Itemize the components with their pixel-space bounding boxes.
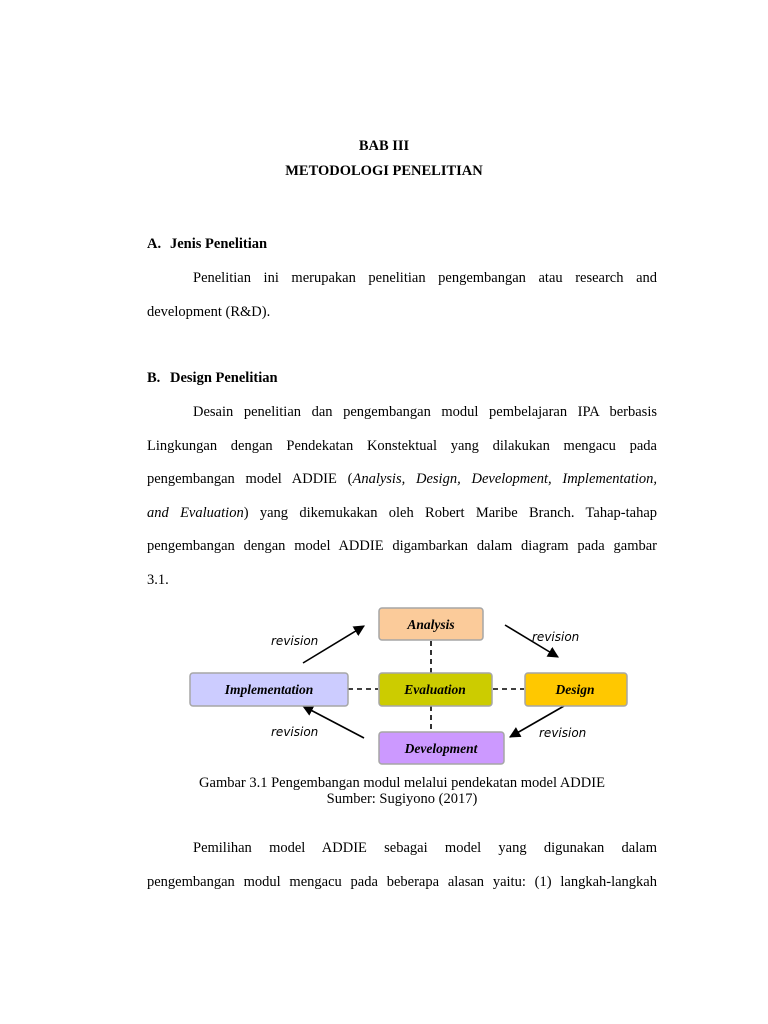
figure-source: Sumber: Sugiyono (2017) (326, 791, 478, 807)
analysis-box (379, 608, 483, 640)
paragraph-line: pengembangan model ADDIE (Analysis, Design, Development, Implementation, (147, 471, 657, 488)
section-b-heading (147, 370, 278, 387)
analysis-label: Analysis (407, 617, 455, 632)
section-a-number: A. (147, 236, 162, 252)
evaluation-box (379, 673, 492, 706)
section-b-number: B. (147, 370, 161, 386)
addie-diagram (180, 600, 640, 770)
chapter-number: BAB III (358, 138, 410, 154)
section-b-paragraph (147, 396, 657, 598)
chapter-title: METODOLOGI PENELITIAN (285, 163, 483, 179)
design-label: Design (555, 682, 595, 697)
revision-label-bottom-left: revision (271, 725, 319, 739)
paragraph-line: Lingkungan dengan Pendekatan Konstektual yang dilakukan mengacu pada (147, 437, 657, 454)
paragraph-line: Penelitian ini merupakan penelitian pengembangan atau research and (193, 270, 657, 286)
evaluation-label: Evaluation (404, 682, 466, 697)
section-a-title: Jenis Penelitian (170, 236, 268, 252)
development-label: Development (404, 741, 478, 756)
section-b-title: Design Penelitian (170, 370, 278, 386)
paragraph-line: Desain penelitian dan pengembangan modul pembelajaran IPA berbasis (193, 404, 657, 420)
paragraph-line: Pemilihan model ADDIE sebagai model yang digunakan dalam (193, 840, 657, 856)
paragraph-line: development (R&D). (147, 303, 271, 320)
paragraph-line: pengembangan modul mengacu pada beberapa alasan yaitu: (1) langkah-langkah (147, 873, 657, 890)
implementation-label: Implementation (224, 682, 314, 697)
revision-label-bottom-right: revision (539, 726, 587, 740)
section-a-heading (147, 236, 267, 253)
design-box (525, 673, 627, 706)
paragraph-line: and Evaluation) yang dikemukakan oleh Robert Maribe Branch. Tahap-tahap (147, 504, 657, 521)
paragraph-line: 3.1. (147, 571, 169, 588)
revision-label-top-left: revision (271, 634, 319, 648)
section-c-paragraph (147, 832, 657, 899)
development-box (379, 732, 504, 764)
revision-label-top-right: revision (532, 630, 580, 644)
section-a-paragraph (147, 262, 657, 329)
paragraph-line: pengembangan dengan model ADDIE digambarkan dalam diagram pada gambar (147, 538, 657, 555)
figure-caption: Gambar 3.1 Pengembangan modul melalui pendekatan model ADDIE (199, 775, 605, 791)
implementation-box (190, 673, 348, 706)
